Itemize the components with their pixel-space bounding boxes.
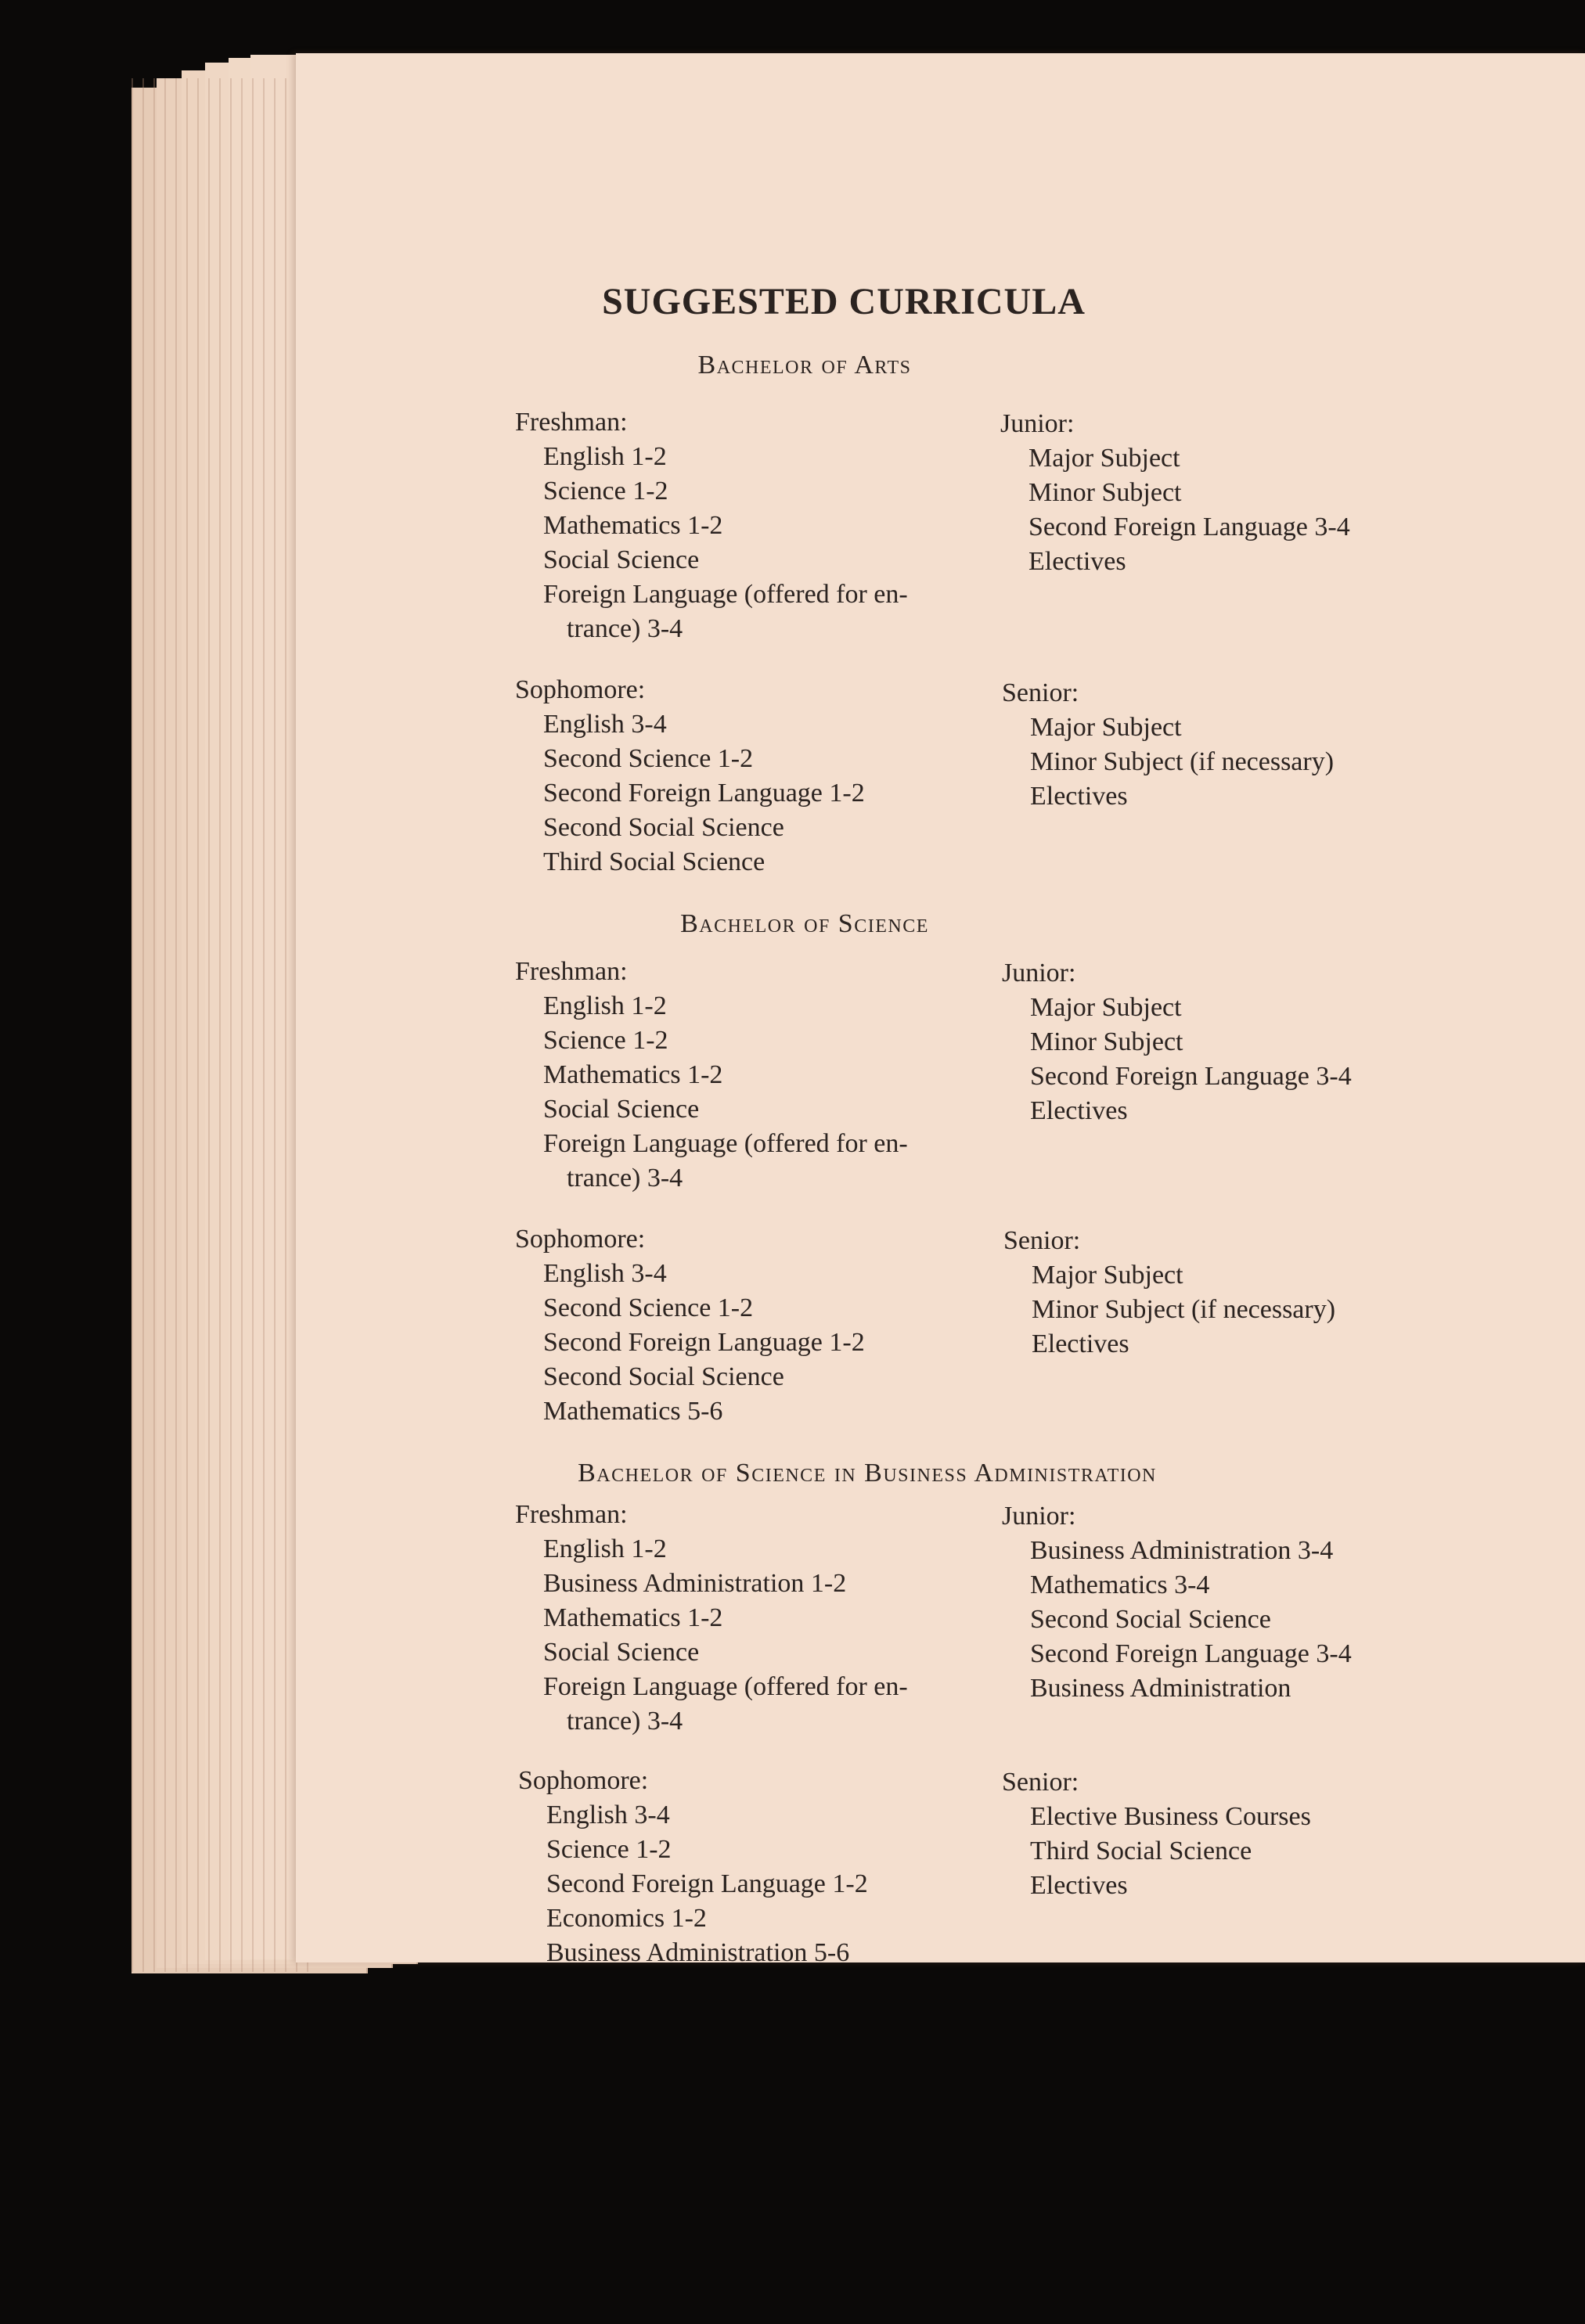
course-item: Minor Subject (if necessary): [1030, 747, 1335, 776]
year-label: Sophomore:: [515, 675, 646, 704]
senior-block: [1003, 1224, 1473, 1362]
course-item: Major Subject: [1028, 444, 1180, 473]
course-item: Second Science 1-2: [543, 744, 754, 773]
course-item: Third Social Science: [1030, 1837, 1252, 1865]
course-item: Minor Subject: [1030, 1027, 1183, 1056]
year-label: Junior:: [1002, 1502, 1076, 1531]
degree-heading: Bachelor of Science in Business Administration: [578, 1459, 1157, 1488]
course-item: Second Social Science: [543, 1362, 784, 1391]
year-label: Sophomore:: [518, 1766, 649, 1795]
sophomore-block: [518, 1764, 988, 1970]
year-label: Freshman:: [515, 1500, 628, 1529]
course-item: Mathematics 1-2: [543, 1060, 723, 1089]
junior-block: [1002, 1499, 1472, 1706]
year-label: Junior:: [1002, 959, 1076, 988]
course-item: Minor Subject (if necessary): [1032, 1295, 1336, 1324]
sophomore-block: [515, 673, 985, 880]
course-item: Business Administration 1-2: [543, 1569, 847, 1598]
course-item: Elective Business Courses: [1030, 1802, 1311, 1831]
course-item: Second Foreign Language 3-4: [1030, 1062, 1352, 1091]
sophomore-block: [515, 1222, 985, 1429]
course-item: Second Social Science: [543, 813, 784, 842]
course-item: Electives: [1030, 782, 1128, 811]
course-item: English 3-4: [543, 1259, 667, 1288]
year-label: Sophomore:: [515, 1225, 646, 1254]
year-label: Senior:: [1002, 678, 1079, 707]
year-label: Junior:: [1000, 409, 1075, 438]
course-item: Social Science: [543, 545, 700, 574]
course-item: Second Foreign Language 3-4: [1030, 1639, 1352, 1668]
degree-heading: Bachelor of Science: [680, 909, 929, 938]
course-item: Business Administration: [1030, 1674, 1291, 1703]
junior-block: [1000, 407, 1470, 579]
course-item: Economics 1-2: [546, 1904, 707, 1933]
year-label: Freshman:: [515, 408, 628, 437]
page-title: SUGGESTED CURRICULA: [602, 281, 1086, 322]
freshman-block: [515, 955, 985, 1196]
course-item: Second Foreign Language 1-2: [543, 779, 865, 808]
course-item: Foreign Language (offered for en-: [543, 1672, 908, 1701]
senior-block: [1002, 1765, 1472, 1903]
course-item: Business Administration 3-4: [1030, 1536, 1334, 1565]
course-item: Electives: [1030, 1871, 1128, 1900]
course-item: Mathematics 1-2: [543, 1603, 723, 1632]
course-item: English 1-2: [543, 442, 667, 471]
course-item: Major Subject: [1030, 993, 1182, 1022]
course-item: Third Social Science: [543, 847, 765, 876]
course-item: Science 1-2: [543, 477, 668, 505]
course-item: Second Foreign Language 1-2: [543, 1328, 865, 1357]
course-item: Electives: [1028, 547, 1126, 576]
book-page: [296, 53, 1585, 1967]
course-item: Second Science 1-2: [543, 1293, 754, 1322]
course-item: Minor Subject: [1028, 478, 1182, 507]
course-item: Mathematics 1-2: [543, 511, 723, 540]
course-item: Social Science: [543, 1095, 700, 1124]
course-item: Second Foreign Language 1-2: [546, 1869, 868, 1898]
year-label: Senior:: [1003, 1226, 1081, 1255]
course-item: English 3-4: [543, 710, 667, 739]
freshman-block: [515, 405, 985, 646]
course-item-continued: trance) 3-4: [567, 1164, 683, 1193]
course-item: Second Foreign Language 3-4: [1028, 513, 1350, 541]
course-item: English 3-4: [546, 1801, 670, 1829]
course-item: Electives: [1032, 1329, 1129, 1358]
year-label: Senior:: [1002, 1768, 1079, 1797]
course-item: Major Subject: [1032, 1261, 1183, 1290]
course-item: Major Subject: [1030, 713, 1182, 742]
page-edge-lines: [131, 78, 312, 1972]
junior-block: [1002, 956, 1472, 1128]
course-item-continued: trance) 3-4: [567, 1707, 683, 1736]
course-item: Foreign Language (offered for en-: [543, 1129, 908, 1158]
year-label: Freshman:: [515, 957, 628, 986]
course-item: Science 1-2: [546, 1835, 672, 1864]
course-item: Mathematics 3-4: [1030, 1570, 1210, 1599]
course-item: English 1-2: [543, 1534, 667, 1563]
senior-block: [1002, 676, 1472, 814]
freshman-block: [515, 1498, 985, 1739]
course-item: Electives: [1030, 1096, 1128, 1125]
course-item: Second Social Science: [1030, 1605, 1271, 1634]
course-item: Foreign Language (offered for en-: [543, 580, 908, 609]
course-item: Mathematics 5-6: [543, 1397, 723, 1426]
course-item: Business Administration 5-6: [546, 1938, 850, 1967]
course-item-continued: trance) 3-4: [567, 614, 683, 643]
course-item: Science 1-2: [543, 1026, 668, 1055]
degree-heading: Bachelor of Arts: [697, 351, 912, 380]
course-item: English 1-2: [543, 991, 667, 1020]
course-item: Social Science: [543, 1638, 700, 1667]
